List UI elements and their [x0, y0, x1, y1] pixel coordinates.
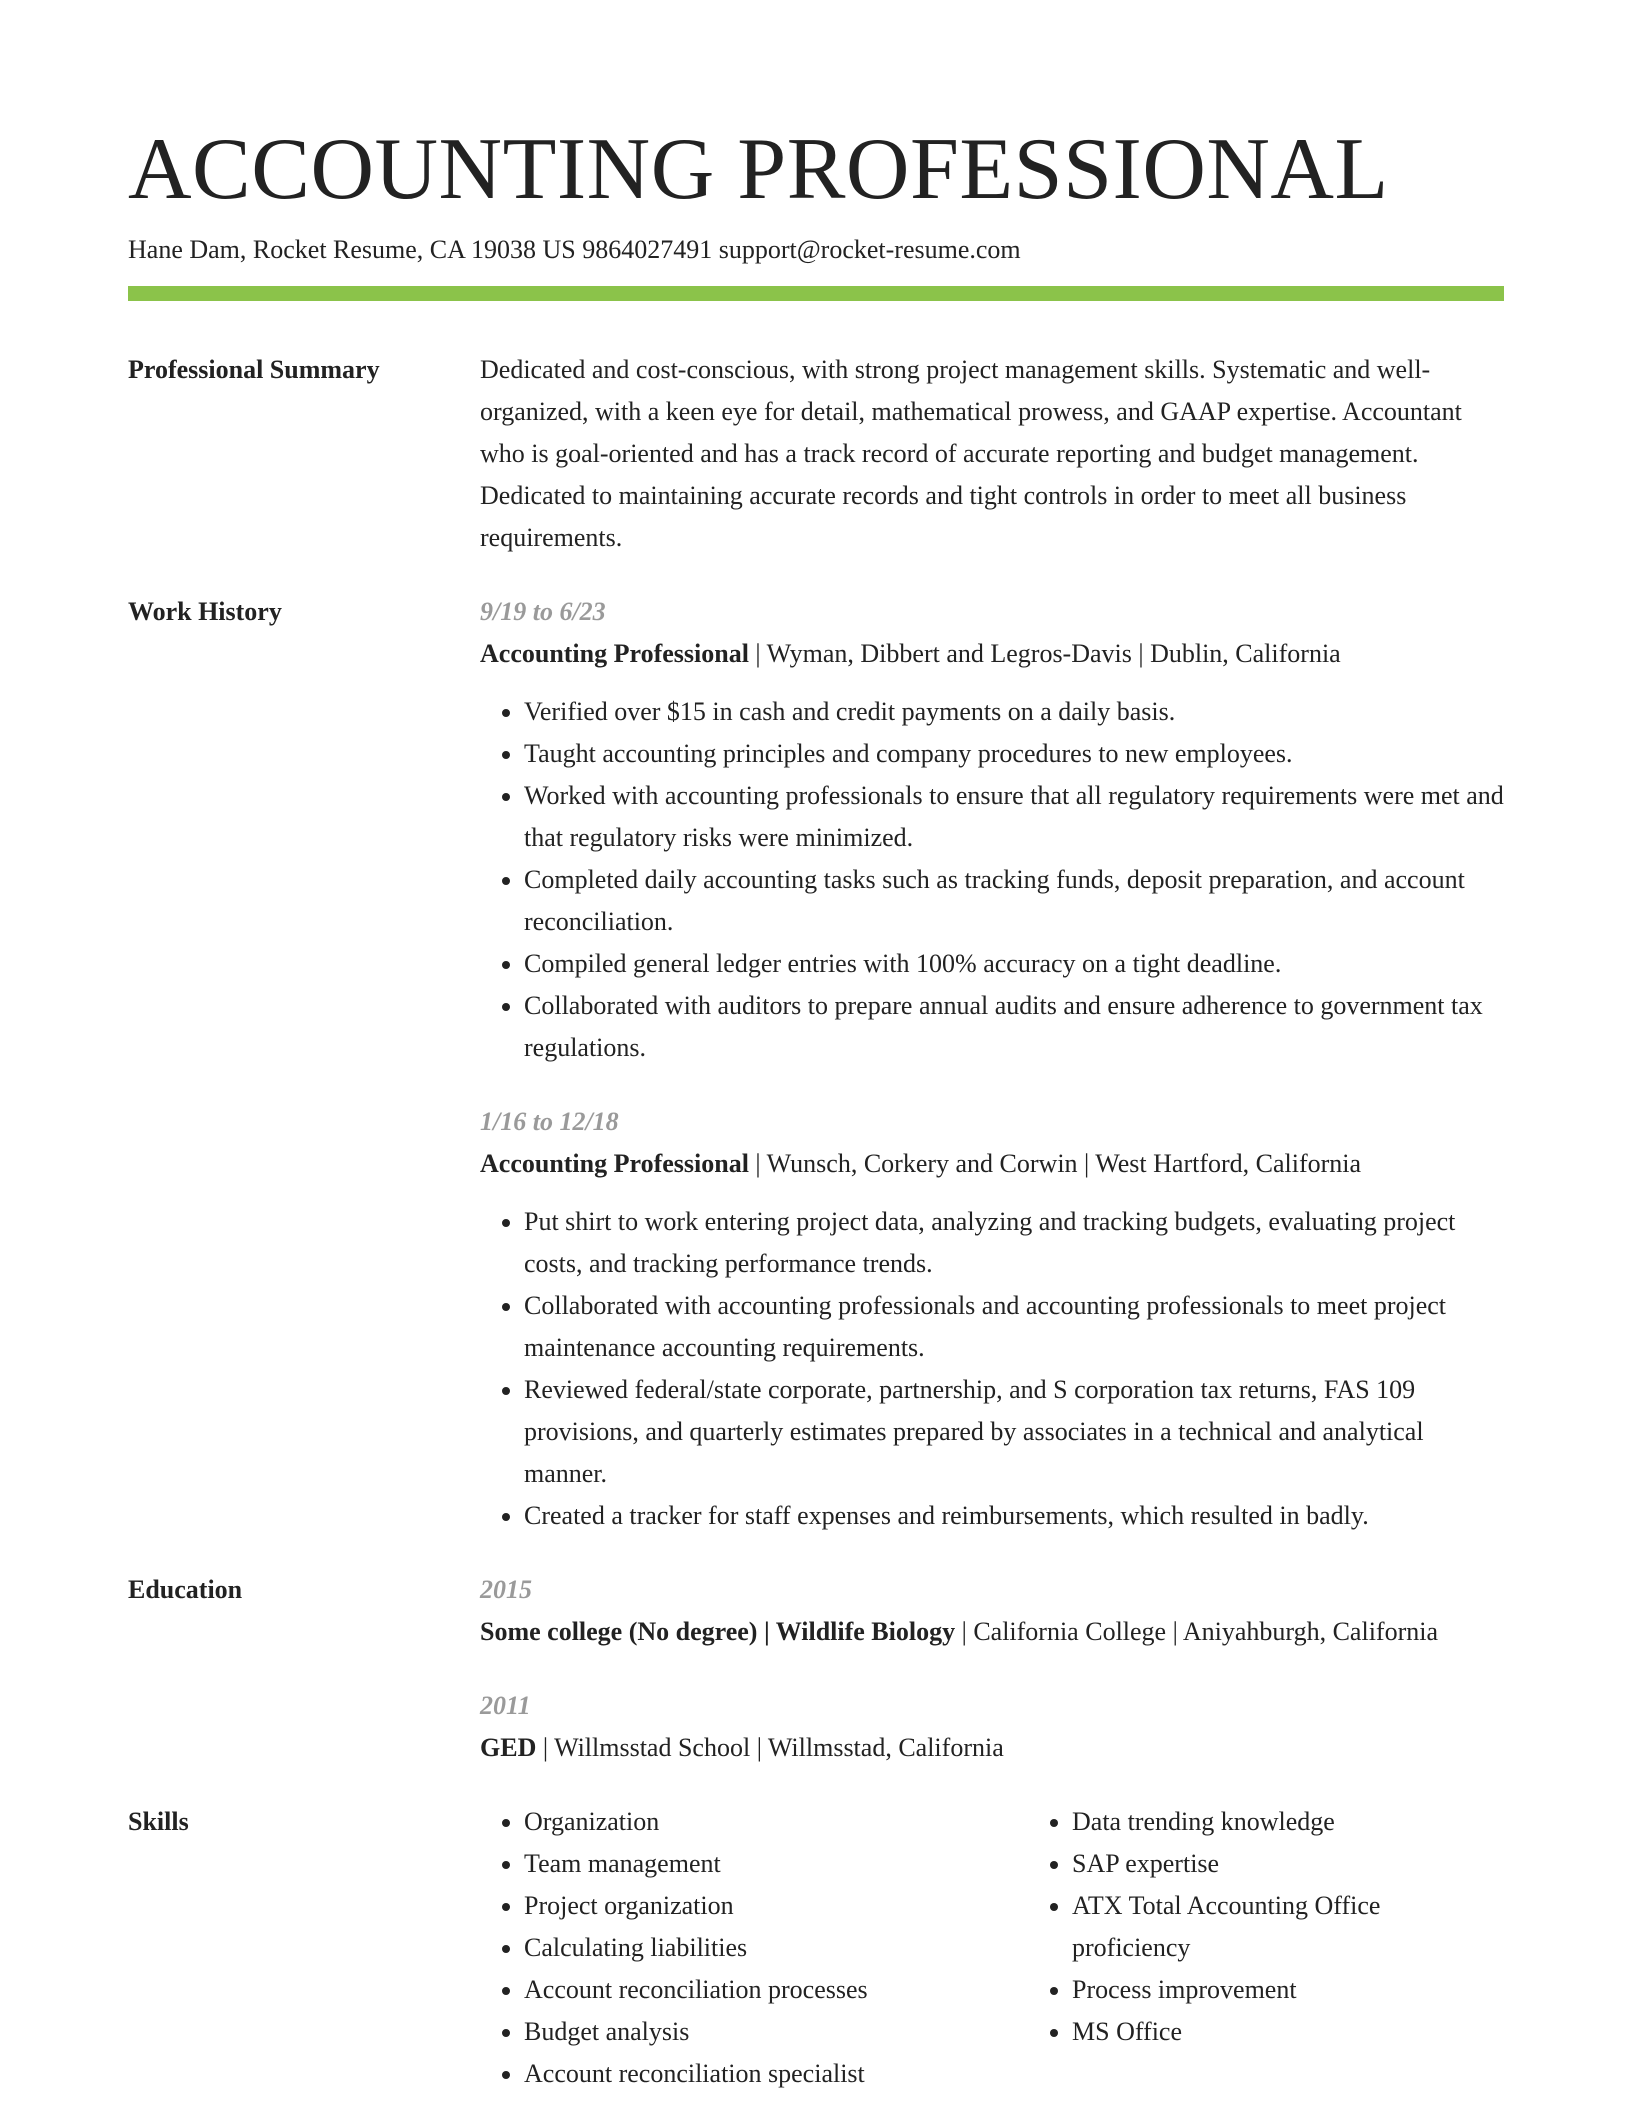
skill-item: • Project organization — [524, 1885, 984, 1927]
job-dates: 9/19 to 6/23 — [480, 597, 606, 626]
education-heading — [480, 1611, 1504, 1653]
accent-divider — [128, 286, 1504, 301]
job-entry — [480, 591, 1504, 1069]
job-bullet: • Reviewed federal/state corporate, partnership, and S corporation tax returns, FAS 109 provisions, and quarterly estimates prepared by associates in a technical and analytical manner. — [524, 1369, 1504, 1495]
summary-text: Dedicated and cost-conscious, with strong project management skills. Systematic and well-organized, with a keen eye for detail, mathematical prowess, and GAAP expertise. Accountant who is goal-oriented and has a track record of accurate reporting and budget management. Dedicated to maintaining accurate records and tight controls in order to meet all business requirements. — [480, 355, 1462, 552]
resume-title: ACCOUNTING PROFESSIONAL — [128, 121, 1389, 218]
job-bullet: • Compiled general ledger entries with 100% accuracy on a tight deadline. — [524, 943, 1504, 985]
skill-item: • Account reconciliation processes — [524, 1969, 984, 2011]
skill-item: • Team management — [524, 1843, 984, 1885]
education-year: 2015 — [480, 1575, 532, 1604]
skill-item: • Process improvement — [1072, 1969, 1472, 2011]
education-entry — [480, 1569, 1504, 1653]
skill-item: • Data trending knowledge — [1072, 1801, 1472, 1843]
job-heading — [480, 633, 1504, 675]
job-heading — [480, 1143, 1504, 1185]
section-label-work-history: Work History — [128, 597, 282, 626]
job-bullet: • Created a tracker for staff expenses and reimbursements, which resulted in badly. — [524, 1495, 1504, 1537]
skill-item: • Organization — [524, 1801, 984, 1843]
education-section — [128, 1569, 1504, 1769]
education-heading — [480, 1727, 1504, 1769]
job-bullet: • Completed daily accounting tasks such as tracking funds, deposit preparation, and account reconciliation. — [524, 859, 1504, 943]
job-bullet: • Taught accounting principles and company procedures to new employees. — [524, 733, 1504, 775]
education-entry — [480, 1685, 1504, 1769]
skill-item: • ATX Total Accounting Office proficiency — [1072, 1885, 1472, 1969]
job-title: Accounting Professional — [480, 639, 749, 668]
job-bullet: • Collaborated with auditors to prepare annual audits and ensure adherence to government tax regulations. — [524, 985, 1504, 1069]
skills-section — [128, 1801, 1504, 2095]
section-label-summary: Professional Summary — [128, 355, 380, 384]
job-title: Accounting Professional — [480, 1149, 749, 1178]
skill-item: • SAP expertise — [1072, 1843, 1472, 1885]
job-bullet: • Put shirt to work entering project data, analyzing and tracking budgets, evaluating project costs, and tracking performance trends. — [524, 1201, 1504, 1285]
skills-list-right — [1028, 1801, 1472, 2095]
skill-item: • Calculating liabilities — [524, 1927, 984, 1969]
job-bullet: • Verified over $15 in cash and credit payments on a daily basis. — [524, 691, 1504, 733]
job-bullets — [480, 691, 1504, 1069]
education-degree: Some college (No degree) | Wildlife Biology — [480, 1617, 956, 1646]
summary-section — [128, 349, 1504, 559]
work-history-section — [128, 591, 1504, 1537]
education-details: | Willmsstad School | Willmsstad, California — [536, 1733, 1004, 1762]
education-year: 2011 — [480, 1691, 531, 1720]
education-details: | California College | Aniyahburgh, California — [955, 1617, 1439, 1646]
section-label-education: Education — [128, 1575, 243, 1604]
skill-item: • MS Office — [1072, 2011, 1472, 2053]
job-dates: 1/16 to 12/18 — [480, 1107, 619, 1136]
skills-list-left — [480, 1801, 984, 2095]
job-details: | Wyman, Dibbert and Legros-Davis | Dublin, California — [748, 639, 1341, 668]
section-label-skills: Skills — [128, 1807, 189, 1836]
job-bullets — [480, 1201, 1504, 1537]
contact-line: Hane Dam, Rocket Resume, CA 19038 US 9864027491 support@rocket-resume.com — [128, 235, 1021, 264]
resume-header — [128, 118, 1504, 268]
job-entry — [480, 1101, 1504, 1537]
skill-item: • Budget analysis — [524, 2011, 984, 2053]
resume-content — [128, 349, 1504, 2112]
job-bullet: • Collaborated with accounting professionals and accounting professionals to meet project maintenance accounting requirements. — [524, 1285, 1504, 1369]
job-details: | Wunsch, Corkery and Corwin | West Hartford, California — [748, 1149, 1362, 1178]
skill-item: • Account reconciliation specialist — [524, 2053, 984, 2095]
job-bullet: • Worked with accounting professionals to ensure that all regulatory requirements were met and that regulatory risks were minimized. — [524, 775, 1504, 859]
education-degree: GED — [480, 1733, 537, 1762]
